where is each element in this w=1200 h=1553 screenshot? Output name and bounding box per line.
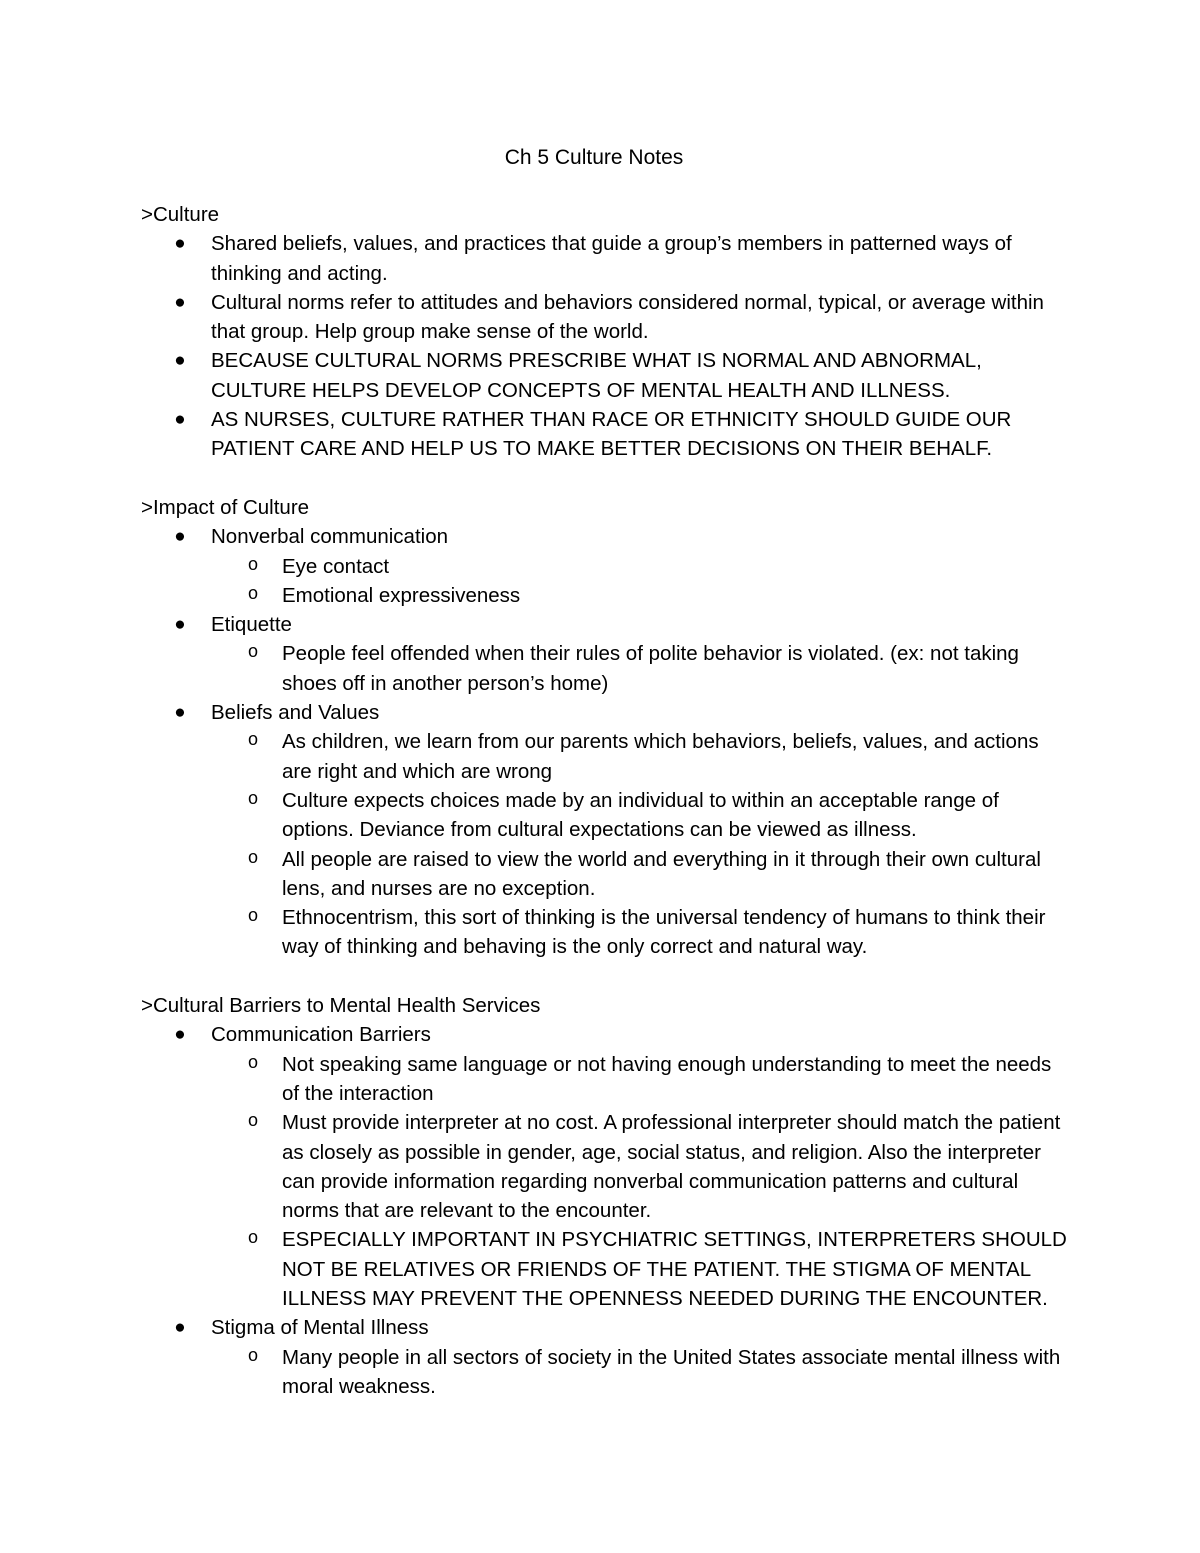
section-heading: >Cultural Barriers to Mental Health Services (141, 994, 541, 1018)
hollow-circle-icon: o (247, 584, 259, 605)
bullet-dot-icon: ● (174, 350, 186, 372)
bullet-item (174, 698, 1071, 962)
sub-bullet-list (211, 639, 1071, 698)
section-heading: >Culture (141, 203, 220, 226)
bullet-dot-icon: ● (174, 1024, 186, 1046)
hollow-circle-icon: o (247, 731, 259, 752)
section (141, 493, 1071, 962)
sub-bullet-text: As children, we learn from our parents which behaviors, beliefs, values, and actions are right and which are wrong (282, 730, 1039, 783)
hollow-circle-icon: o (247, 1346, 259, 1367)
hollow-circle-icon: o (247, 1112, 259, 1133)
bullet-item (174, 610, 1071, 698)
bullet-dot-icon: ● (174, 702, 186, 724)
sub-bullet-text: Many people in all sectors of society in the United States associate mental illness with moral weakness. (282, 1345, 1061, 1398)
bullet-text: Beliefs and Values (211, 701, 380, 725)
bullet-item (174, 1313, 1071, 1401)
bullet-dot-icon: ● (174, 409, 186, 431)
bullet-dot-icon: ● (174, 1317, 186, 1339)
bullet-dot-icon: ● (174, 526, 186, 548)
hollow-circle-icon: o (247, 1053, 259, 1074)
bullet-item (174, 405, 1071, 464)
bullet-text: Etiquette (211, 613, 292, 637)
bullet-text: Stigma of Mental Illness (211, 1316, 429, 1340)
bullet-dot-icon: ● (174, 291, 186, 313)
hollow-circle-icon: o (247, 907, 259, 928)
sub-bullet-list (211, 1343, 1071, 1402)
sub-bullet-item (247, 639, 1071, 698)
document-body (141, 200, 1071, 1430)
sub-bullet-list (211, 727, 1071, 961)
section-heading: >Impact of Culture (141, 495, 310, 519)
sub-bullet-text: Emotional expressiveness (282, 583, 521, 607)
bullet-item (174, 522, 1071, 610)
sub-bullet-text: Culture expects choices made by an individual to within an acceptable range of options. Deviance from cultural expectations can be viewed as illness. (282, 788, 999, 842)
sub-bullet-list (211, 1050, 1071, 1314)
hollow-circle-icon: o (247, 789, 259, 810)
sub-bullet-text: Not speaking same language or not having enough understanding to meet the needs of the interaction (282, 1052, 1052, 1105)
sub-bullet-item (247, 727, 1071, 786)
section (141, 200, 1071, 464)
document-title: Ch 5 Culture Notes (504, 146, 684, 169)
sub-bullet-text: Must provide interpreter at no cost. A professional interpreter should match the patient as closely as possible in gender, age, social status, and religion. Also the interpreter can provide information regarding nonverbal communication patterns and cultural norms that are relevant to the encounter. (282, 1111, 1061, 1223)
bullet-text: AS NURSES, CULTURE RATHER THAN RACE OR ETHNICITY SHOULD GUIDE OUR PATIENT CARE AND HELP US TO MAKE BETTER DECISIONS ON THEIR BEHALF. (211, 408, 1012, 461)
sub-bullet-item (247, 845, 1071, 904)
bullet-item (174, 229, 1071, 288)
hollow-circle-icon: o (247, 848, 259, 869)
sub-bullet-list (211, 552, 1071, 611)
bullet-list (141, 522, 1071, 961)
bullet-item (174, 346, 1071, 405)
hollow-circle-icon: o (247, 643, 259, 664)
sub-bullet-text: Eye contact (282, 554, 390, 578)
bullet-dot-icon: ● (174, 233, 186, 255)
sub-bullet-item (247, 903, 1071, 962)
bullet-text: Shared beliefs, values, and practices that guide a group’s members in patterned ways of thinking and acting. (211, 232, 1012, 285)
bullet-list (141, 229, 1071, 463)
sub-bullet-item (247, 581, 1071, 610)
sub-bullet-item (247, 1108, 1071, 1225)
sub-bullet-text: People feel offended when their rules of polite behavior is violated. (ex: not taking shoes off in another person’s home) (282, 642, 1019, 695)
bullet-text: Nonverbal communication (211, 525, 449, 549)
sub-bullet-text: All people are raised to view the world and everything in it through their own cultural lens, and nurses are no exception. (282, 847, 1041, 900)
sub-bullet-item (247, 1225, 1071, 1313)
sub-bullet-item (247, 786, 1071, 845)
bullet-text: BECAUSE CULTURAL NORMS PRESCRIBE WHAT IS NORMAL AND ABNORMAL, CULTURE HELPS DEVELOP CONCEPTS OF MENTAL HEALTH AND ILLNESS. (211, 349, 982, 402)
bullet-text: Cultural norms refer to attitudes and behaviors considered normal, typical, or average within that group. Help group make sense of the world. (211, 290, 1044, 344)
sub-bullet-item (247, 1050, 1071, 1109)
bullet-item (174, 288, 1071, 347)
bullet-dot-icon: ● (174, 614, 186, 636)
sub-bullet-text: Ethnocentrism, this sort of thinking is the universal tendency of humans to think their way of thinking and behaving is the only correct and natural way. (282, 906, 1046, 959)
bullet-item (174, 1020, 1071, 1313)
section (141, 991, 1071, 1401)
bullet-list (141, 1020, 1071, 1401)
sub-bullet-item (247, 552, 1071, 581)
sub-bullet-item (247, 1343, 1071, 1402)
sub-bullet-text: ESPECIALLY IMPORTANT IN PSYCHIATRIC SETTINGS, INTERPRETERS SHOULD NOT BE RELATIVES OR FRIENDS OF THE PATIENT. THE STIGMA OF MENTAL ILLNESS MAY PREVENT THE OPENNESS NEEDED DURING THE ENCOUNTER. (282, 1228, 1067, 1310)
hollow-circle-icon: o (247, 555, 259, 576)
hollow-circle-icon: o (247, 1229, 259, 1250)
bullet-text: Communication Barriers (211, 1023, 431, 1047)
